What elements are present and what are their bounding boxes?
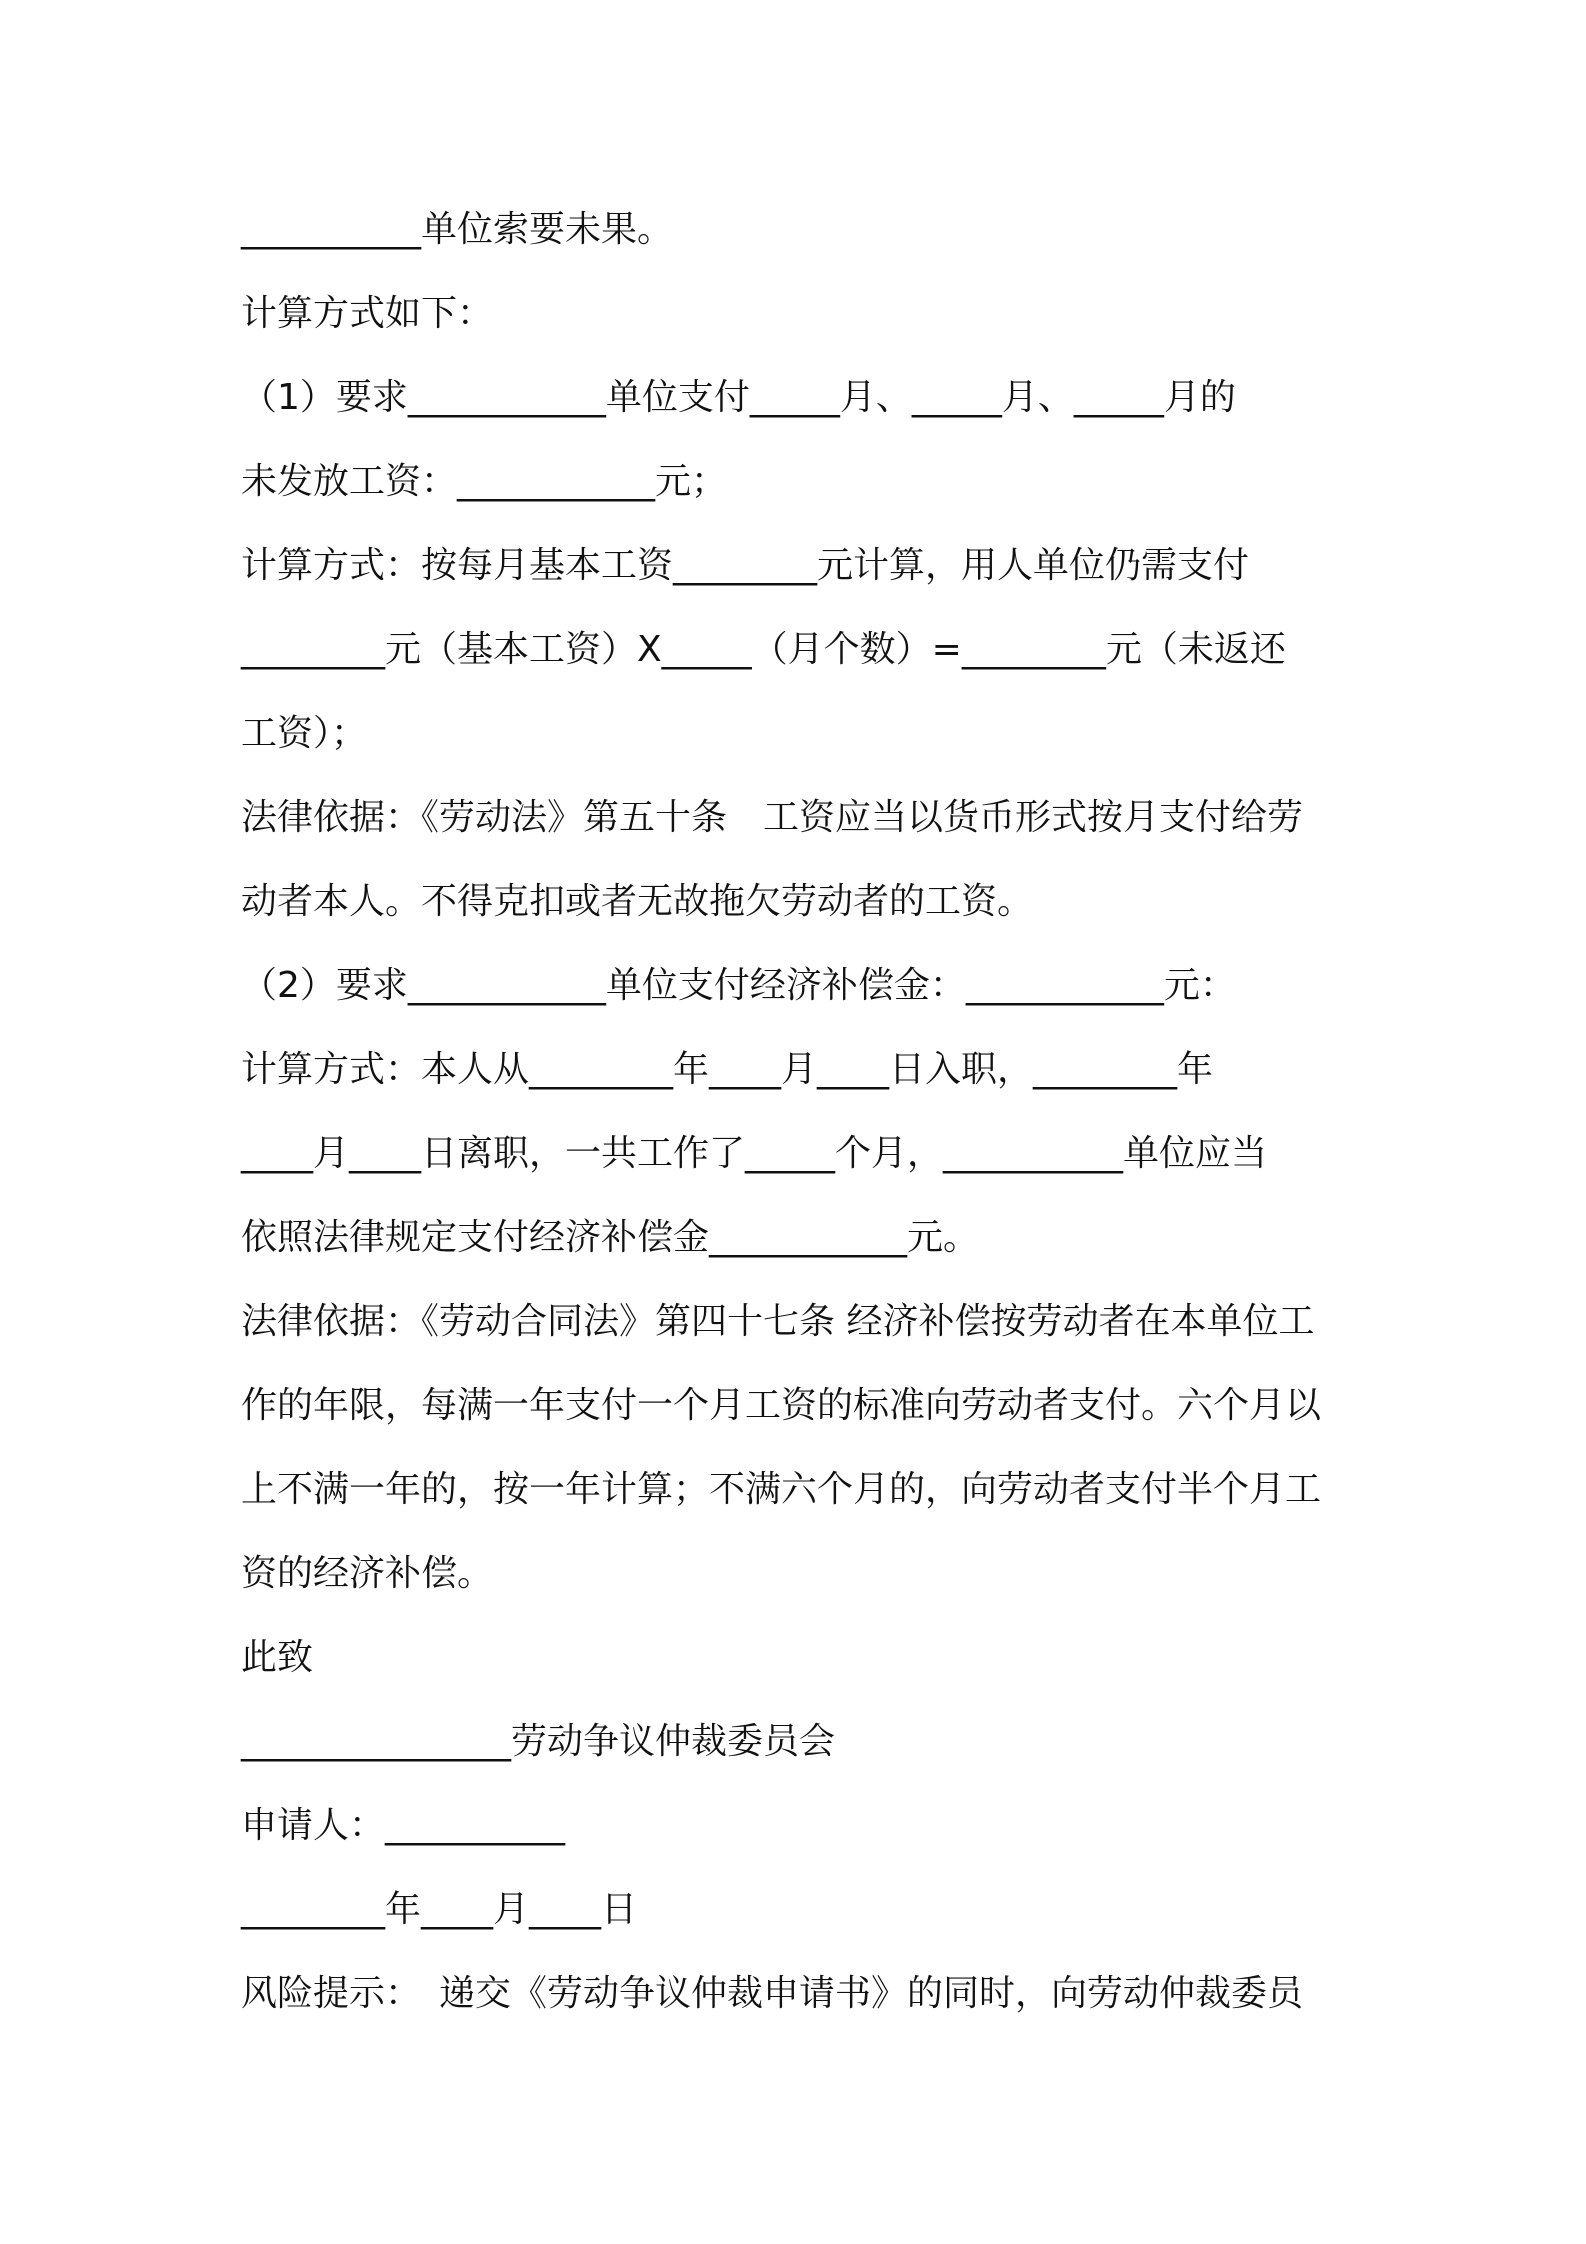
text-line-committee: _______________劳动争议仲裁委员会 xyxy=(241,1721,836,1762)
text-line-calc-method-2-cont: ____月____日离职，一共工作了_____个月，__________单位应当 xyxy=(241,1133,1268,1174)
text-line-legal-basis-2-cont3: 资的经济补偿。 xyxy=(241,1553,494,1594)
text-line-legal-basis-2: 法律依据：《劳动合同法》第四十七条 经济补偿按劳动者在本单位工 xyxy=(241,1301,1315,1342)
text-line-risk-notice: 风险提示： 递交《劳动争议仲裁申请书》的同时，向劳动仲裁委员 xyxy=(241,1973,1304,2014)
text-line-calc-method-2: 计算方式：本人从________年____月____日入职，________年 xyxy=(241,1049,1214,1090)
text-line-claim-2: （2）要求___________单位支付经济补偿金：___________元： xyxy=(241,965,1236,1006)
text-line-legal-basis-2-cont1: 作的年限，每满一年支付一个月工资的标准向劳动者支付。六个月以 xyxy=(241,1385,1322,1426)
text-line-salutation: 此致 xyxy=(241,1637,314,1678)
text-line-unpaid-wages: 未发放工资：___________元； xyxy=(241,461,728,502)
text-line-legal-basis-1: 法律依据：《劳动法》第五十条 工资应当以货币形式按月支付给劳 xyxy=(241,797,1304,838)
text-line-legal-basis-2-cont2: 上不满一年的，按一年计算；不满六个月的，向劳动者支付半个月工 xyxy=(241,1469,1322,1510)
text-line-compensation: 依照法律规定支付经济补偿金___________元。 xyxy=(241,1217,980,1258)
text-line-unit-demand: __________单位索要未果。 xyxy=(241,209,674,250)
text-line-wages-end: 工资）； xyxy=(241,713,368,754)
text-line-claim-1: （1）要求___________单位支付_____月、_____月、_____月的 xyxy=(241,377,1236,418)
text-line-date: ________年____月____日 xyxy=(241,1889,637,1930)
text-line-calc-formula: ________元（基本工资）X_____（月个数）=________元（未返还 xyxy=(241,629,1286,670)
text-line-legal-basis-1-cont: 动者本人。不得克扣或者无故拖欠劳动者的工资。 xyxy=(241,881,1034,922)
text-line-applicant: 申请人：__________ xyxy=(241,1805,566,1846)
text-line-calc-heading: 计算方式如下： xyxy=(241,293,494,334)
text-line-calc-method-1: 计算方式：按每月基本工资________元计算，用人单位仍需支付 xyxy=(241,545,1250,586)
